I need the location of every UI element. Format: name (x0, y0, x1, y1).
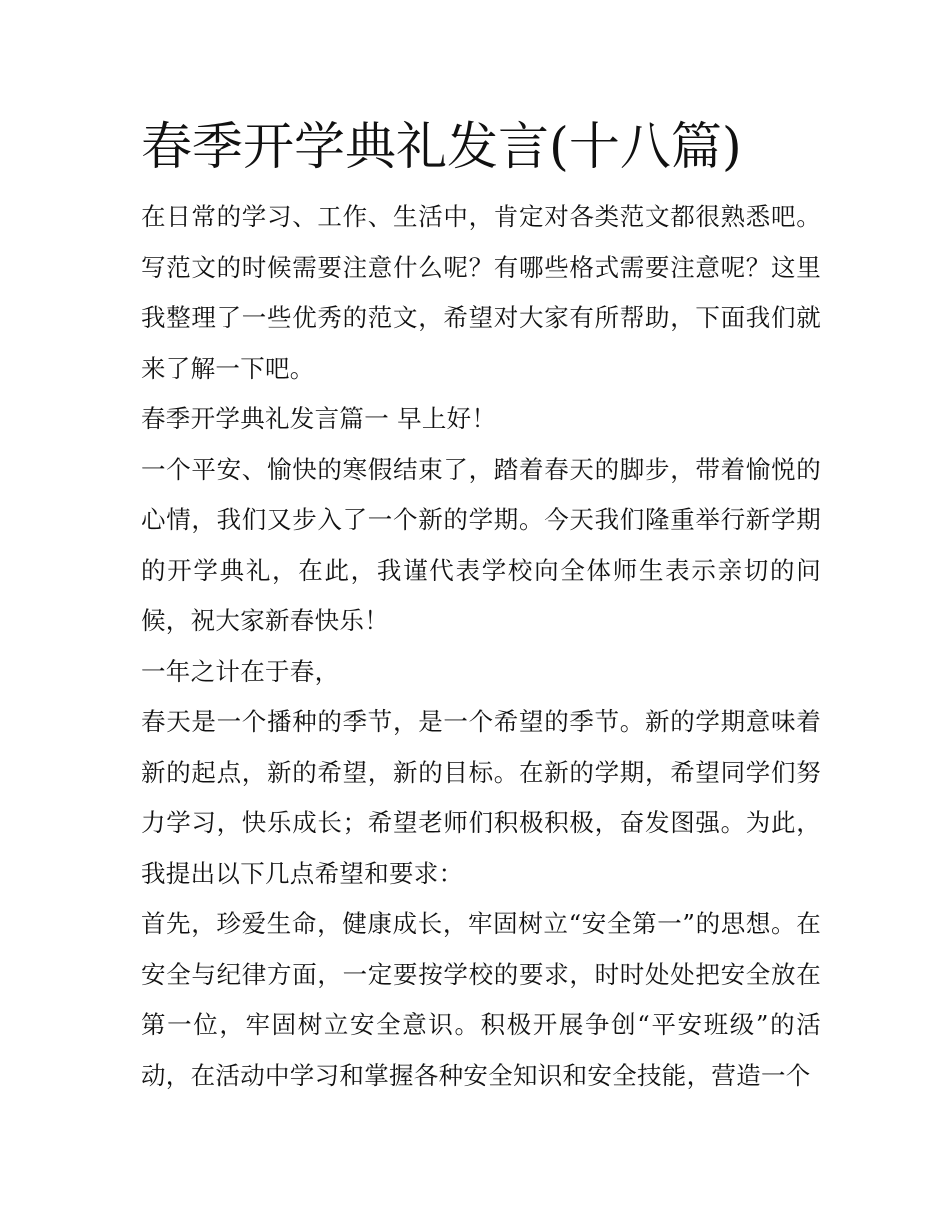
paragraph-new-semester: 春天是一个播种的季节，是一个希望的季节。新的学期意味着新的起点，新的希望，新的目标。在新的学期，希望同学们努力学习，快乐成长；希望老师们积极积极，奋发图强。为此，我提出以下几点希望和要求： (141, 707, 821, 888)
paragraph-opening: 一个平安、愉快的寒假结束了，踏着春天的脚步，带着愉悦的心情，我们又步入了一个新的学期。今天我们隆重举行新学期的开学典礼，在此，我谨代表学校向全体师生表示亲切的问候，祝大家新春快乐！ (141, 454, 821, 635)
paragraph-safety-first: 首先，珍爱生命，健康成长，牢固树立“安全第一”的思想。在安全与纪律方面，一定要按学校的要求，时时处处把安全放在第一位，牢固树立安全意识。积极开展争创“平安班级”的活动，在活动中学习和掌握各种安全知识和安全技能，营造一个 (141, 909, 821, 1090)
paragraph-intro: 在日常的学习、工作、生活中，肯定对各类范文都很熟悉吧。写范文的时候需要注意什么呢？有哪些格式需要注意呢？这里我整理了一些优秀的范文，希望对大家有所帮助，下面我们就来了解一下吧。 (141, 202, 821, 383)
document-page (141, 112, 821, 1101)
document-title: 春季开学典礼发言(十八篇) (141, 118, 742, 177)
paragraph-spring-saying: 一年之计在于春， (141, 656, 340, 686)
paragraph-section-heading: 春季开学典礼发言篇一 早上好！ (141, 404, 497, 433)
